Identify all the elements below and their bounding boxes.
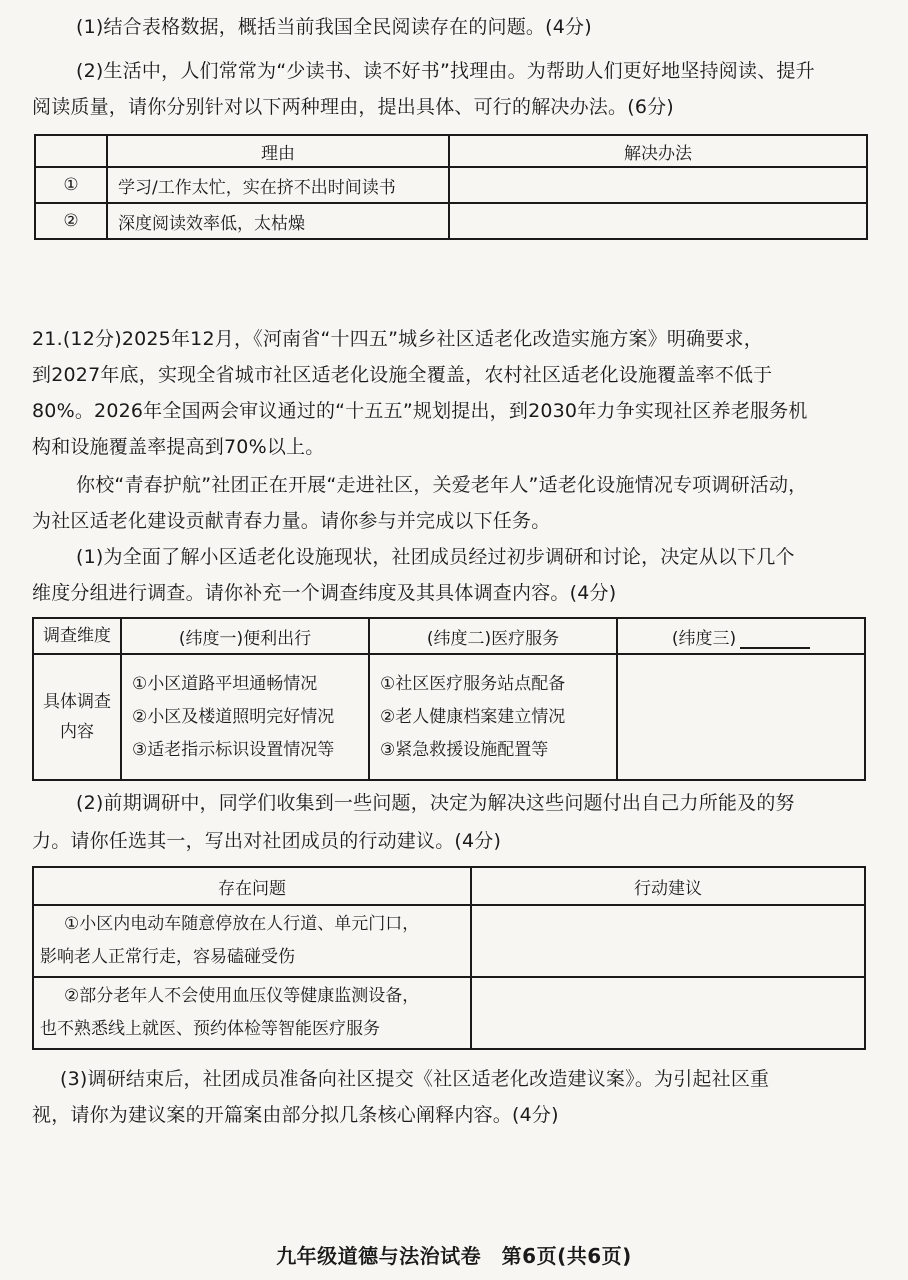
dim1-items-cell bbox=[121, 654, 369, 780]
list-item: ①小区道路平坦通畅情况 bbox=[132, 673, 318, 694]
header-dim2: (纬度二)医疗服务 bbox=[369, 618, 617, 654]
header-dim3 bbox=[617, 618, 865, 654]
q21-3-prompt-line1: (3)调研结束后，社团成员准备向社区提交《社区适老化改造建议案》。为引起社区重 bbox=[60, 1068, 770, 1090]
q20-2-prompt-line1: (2)生活中，人们常常为“少读书、读不好书”找理由。为帮助人们更好地坚持阅读、提升 bbox=[76, 60, 815, 82]
list-item: ①社区医疗服务站点配备 bbox=[380, 673, 566, 694]
dim3-fill-blank[interactable] bbox=[740, 629, 810, 649]
survey-dimensions-table bbox=[32, 617, 866, 781]
q21-2-prompt-line1: (2)前期调研中，同学们收集到一些问题，决定为解决这些问题付出自己力所能及的努 bbox=[76, 792, 795, 814]
q21-task-line2: 为社区适老化建设贡献青春力量。请你参与并完成以下任务。 bbox=[32, 510, 551, 532]
page-footer: 九年级道德与法治试卷 第6页(共6页) bbox=[276, 1244, 632, 1268]
reason-cell: 深度阅读效率低，太枯燥 bbox=[107, 203, 449, 239]
table-header-row bbox=[33, 867, 865, 905]
row-label-line2: 内容 bbox=[60, 722, 94, 742]
problem-line1: ②部分老年人不会使用血压仪等健康监测设备， bbox=[64, 986, 420, 1006]
row-number: ② bbox=[35, 203, 107, 239]
table-header-row bbox=[35, 135, 867, 167]
dim2-items-cell bbox=[369, 654, 617, 780]
reason-cell: 学习/工作太忙，实在挤不出时间读书 bbox=[107, 167, 449, 203]
header-reason: 理由 bbox=[107, 135, 449, 167]
header-dimension: 调查维度 bbox=[33, 618, 121, 654]
list-item: ②小区及楼道照明完好情况 bbox=[132, 706, 335, 727]
q21-intro-line2: 到2027年底，实现全省城市社区适老化设施全覆盖，农村社区适老化设施覆盖率不低于 bbox=[32, 364, 773, 386]
solution-answer-cell[interactable] bbox=[449, 167, 867, 203]
q21-3-prompt-line2: 视，请你为建议案的开篇案由部分拟几条核心阐释内容。(4分) bbox=[32, 1104, 559, 1126]
table-row bbox=[35, 167, 867, 203]
q21-intro-line3: 80%。2026年全国两会审议通过的“十五五”规划提出，到2030年力争实现社区养老服务机 bbox=[32, 400, 808, 422]
header-action: 行动建议 bbox=[471, 867, 865, 905]
row-label-line1: 具体调查 bbox=[43, 692, 111, 712]
reading-reasons-table bbox=[34, 134, 868, 240]
header-number bbox=[35, 135, 107, 167]
header-problem: 存在问题 bbox=[33, 867, 471, 905]
action-answer-cell[interactable] bbox=[471, 977, 865, 1049]
table-row bbox=[33, 654, 865, 780]
list-item: ③紧急救援设施配置等 bbox=[380, 739, 549, 760]
problem-cell bbox=[33, 905, 471, 977]
q21-task-line1: 你校“青春护航”社团正在开展“走进社区，关爱老年人”适老化设施情况专项调研活动， bbox=[76, 474, 808, 496]
header-solution: 解决办法 bbox=[449, 135, 867, 167]
solution-answer-cell[interactable] bbox=[449, 203, 867, 239]
row-number: ① bbox=[35, 167, 107, 203]
q21-1-prompt-line1: (1)为全面了解小区适老化设施现状，社团成员经过初步调研和讨论，决定从以下几个 bbox=[76, 546, 795, 568]
problem-line2: 也不熟悉线上就医、预约体检等智能医疗服务 bbox=[40, 1019, 380, 1039]
row-label-content bbox=[33, 654, 121, 780]
action-answer-cell[interactable] bbox=[471, 905, 865, 977]
problem-line2: 影响老人正常行走，容易磕碰受伤 bbox=[40, 947, 295, 967]
list-item: ②老人健康档案建立情况 bbox=[380, 706, 566, 727]
q20-1-prompt: (1)结合表格数据，概括当前我国全民阅读存在的问题。(4分) bbox=[76, 16, 592, 38]
q20-2-prompt-line2: 阅读质量，请你分别针对以下两种理由，提出具体、可行的解决办法。(6分) bbox=[32, 96, 674, 118]
table-row bbox=[35, 203, 867, 239]
q21-intro-line4: 构和设施覆盖率提高到70%以上。 bbox=[32, 436, 325, 458]
dim3-answer-cell[interactable] bbox=[617, 654, 865, 780]
problem-line1: ①小区内电动车随意停放在人行道、单元门口， bbox=[64, 914, 420, 934]
q21-2-prompt-line2: 力。请你任选其一，写出对社团成员的行动建议。(4分) bbox=[32, 830, 502, 852]
action-suggestion-table bbox=[32, 866, 866, 1050]
list-item: ③适老指示标识设置情况等 bbox=[132, 739, 335, 760]
q21-intro-line1: 21.(12分)2025年12月，《河南省“十四五”城乡社区适老化改造实施方案》明确要求， bbox=[32, 328, 763, 350]
table-header-row bbox=[33, 618, 865, 654]
table-row bbox=[33, 977, 865, 1049]
header-dim1: (纬度一)便利出行 bbox=[121, 618, 369, 654]
q21-1-prompt-line2: 维度分组进行调查。请你补充一个调查纬度及其具体调查内容。(4分) bbox=[32, 582, 617, 604]
header-dim3-label: (纬度三) bbox=[671, 628, 737, 649]
problem-cell bbox=[33, 977, 471, 1049]
table-row bbox=[33, 905, 865, 977]
